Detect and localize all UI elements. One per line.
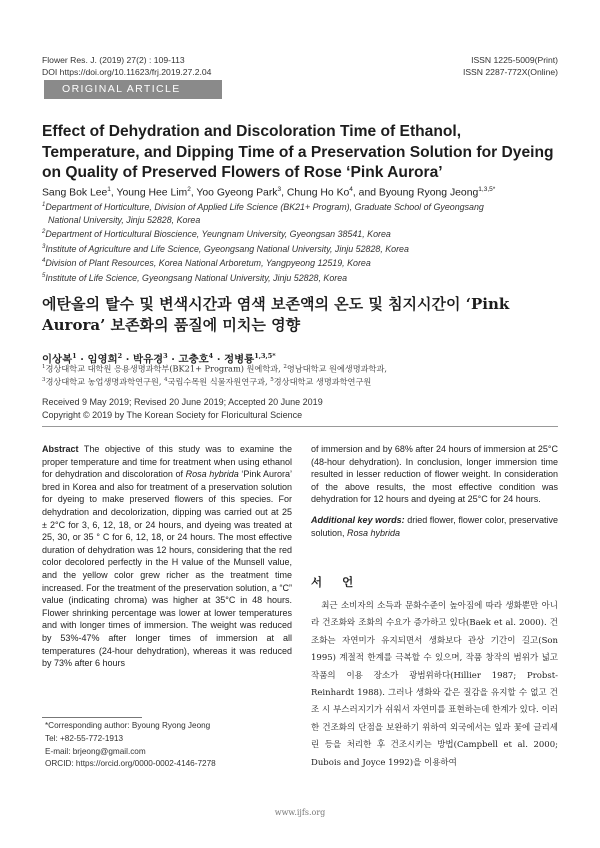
korean-author-separator: · [167,353,179,366]
author-name: Sang Bok Lee [42,187,108,199]
korean-author-mark: 1 [72,352,77,360]
korean-affiliation-mark: 5 [270,377,274,384]
section-body: 최근 소비자의 소득과 문화수준이 높아짐에 따라 생화뿐만 아니라 건조화와 조화의 수요가 증가하고 있다(Baek et al. 2000). 건조화는 자연미가 유지되면서 생화보다 관상 기간이 길고(Son 1995) 계절적 한계를 극복할 수 있으며, 작품 창작의 범위가 넓고 작품의 이용 장소가 광범위하다(Hillier 1987; Probst-Reinhardt 1988). 그러나 생화와 같은 질감을 유지할 수 없고 건조 시 부스러지기가 쉬워서 자연미를 표현하는데 한계가 있다. 이러한 건조화의 단점을 보완하기 위하여 외국에서는 잎과 꽃에 글리세린 등을 처리한 후 건조시키는 방법(Campbell et al. 2000; Dubois and Joyce 1992)을 이용하여 [311,601,558,768]
korean-author-separator: · [122,353,134,366]
corresponding-email[interactable]: E-mail: brjeong@gmail.com [45,746,146,756]
affiliation-mark: 2 [42,229,46,236]
affiliation-text: Division of Plant Resources, Korea National Arboretum, Yangpyeong 12519, Korea [45,258,371,269]
korean-author-mark: 4 [208,352,214,360]
footnote-divider [42,717,142,718]
korean-author-name: 이상복 [42,353,73,366]
abstract-text-1: The objective of this study was to examine the proper temperature and time for treatment when using ethanol for dehydration and discoloration of [42,444,292,480]
korean-author-mark: 3 [163,352,168,360]
author-separator: , [190,187,197,199]
korean-affiliation-text: 영남대학교 원예생명과학과, [286,363,387,374]
keywords-text: dried flower, flower color, preservative solution, [311,514,558,538]
korean-affiliation-mark: 2 [283,364,287,370]
keywords-label: Additional key words: [311,514,405,525]
doi-link[interactable]: DOI https://doi.org/10.11623/frj.2019.27.2.04 [42,67,212,77]
author-affil-mark: 3 [277,186,282,193]
article-type-badge: ORIGINAL ARTICLE [44,80,222,99]
author-separator: , and [352,187,379,199]
korean-affiliation-text: 국립수목원 식물자원연구과, [167,376,271,387]
author-name: Byoung Ryong Jeong [378,187,479,199]
affiliation-line [42,241,562,256]
author-separator: , [281,187,287,199]
affiliation-line [42,226,562,241]
abstract-text-3: of immersion and by 68% after 24 hours of immersion at 25°C (48-hour dehydration). In conclusion, longer immersion time resulted in lesser reduction of flower weight. In consideration of the above results, the most effective condition was dehydration for 12 hours and dyeing at 25°C for 24 hours. [311,444,558,505]
korean-author-name: 정병룡 [224,353,255,366]
affiliation-mark: 3 [42,243,46,250]
korean-author-name: 임영희 [87,353,118,366]
korean-author-name: 고충호 [178,353,209,366]
author-affil-mark: 2 [187,186,191,193]
affiliation-mark: 5 [42,272,46,279]
korean-affiliation-text: 경상대학교 대학원 응용생명과학부(BK21+ Program) 원예학과, [45,363,284,374]
korean-affiliation-mark: 3 [42,377,46,384]
korean-author-mark: 1,3,5* [254,352,276,360]
affiliation-line [42,199,562,214]
journal-line: Flower Res. J. (2019) 27(2) : 109-113 [42,55,185,65]
journal-url[interactable]: www.ijfs.org [274,808,326,817]
korean-affiliation-text: 경상대학교 농업생명과학연구원, [45,376,165,387]
korean-author-mark: 2 [117,352,123,360]
article-title: Effect of Dehydration and Discoloration Time of Ethanol, Temperature, and Dipping Time of a Preservation Solution for Dyeing on Quality of Preserved Flowers of Rose ‘Pink Aurora’ [42,123,554,181]
author-list [42,183,562,200]
affiliation-list [42,199,562,284]
korean-affiliation-mark: 1 [42,364,46,370]
author-name: Young Hee Lim [116,187,188,199]
abstract-species: Rosa hybrida [185,469,239,480]
abstract-left-column [42,443,292,670]
affiliation-text: Department of Horticulture, Division of Applied Life Science (BK21+ Program), Graduate School of Gyeongsang [45,201,484,212]
author-name: Chung Ho Ko [286,187,350,199]
affiliation-mark: 1 [42,202,46,208]
affiliation-text: National University, Jinju 52828, Korea [48,214,201,225]
issn-block [358,54,558,78]
abstract-text-2: ‘Pink Aurora’ bred in Korea and also for treatment of a preservation solution for dyeing to make preserved flowers of this species. For dehydration and decolorization, dipping was carried out at 25 ± 2°C for 3, 6, 12, 18, or 24 hours, and dyeing was treated at 25, 30, or 35 ° C for 6, 12, 18, or 24 hours. The most effective duration of dehydration was 12 hours, considering that the red color decolored perfectly in the H value of the Munsell value, and the yellow color grew richer as the treatment time increased. For the treatment of the preservation solution, a “C” value (indicating chroma) was higher at 35°C in 48 hours. Flower shrinking percentage was lower at lower temperatures and with longer times of immersion. The weight was reduced by 53%-47% after longer times of immersion at all temperatures (24-hour dehydration), whereas it was reduced by 73% after 6 hours [42,469,293,669]
korean-author-separator: · [76,353,88,366]
affiliation-text: Department of Horticultural Bioscience, Yeungnam University, Gyeongsan 38541, Korea [45,229,391,240]
corresponding-tel: Tel: +82-55-772-1913 [45,733,124,743]
copyright-notice: Copyright © 2019 by The Korean Society for Floricultural Science [42,410,303,420]
issn-online: ISSN 2287-772X(Online) [462,67,558,77]
author-name: Yoo Gyeong Park [196,187,278,199]
abstract-right-column [311,443,558,539]
correspondence-block [42,720,292,771]
keywords-species: Rosa hybrida [347,527,401,538]
abstract-label: Abstract [42,444,79,454]
affiliation-line [42,214,562,227]
affiliation-line [42,270,562,285]
history-dates: Received 9 May 2019; Revised 20 June 2019; Accepted 20 June 2019 [42,397,323,407]
affiliation-mark: 4 [42,258,46,265]
author-separator: , [110,187,117,199]
author-affil-mark: 1 [107,186,111,193]
corresponding-author: *Corresponding author: Byoung Ryong Jeong [45,721,211,730]
divider [42,426,558,427]
issn-print: ISSN 1225-5009(Print) [471,55,558,65]
journal-citation [42,54,211,78]
korean-affiliation-mark: 4 [164,377,168,384]
korean-author-separator: · [213,353,225,366]
corresponding-orcid[interactable]: ORCID: https://orcid.org/0000-0002-4146-7278 [45,759,216,769]
korean-affiliation-text: 경상대학교 생명과학연구원 [273,376,372,387]
affiliation-text: Institute of Agriculture and Life Science, Gyeongsang National University, Jinju 52828, Korea [45,243,409,254]
affiliation-line [42,255,562,270]
keywords [311,514,558,539]
author-affil-mark: 1,3,5* [478,186,496,193]
author-affil-mark: 4 [349,186,353,193]
section-heading: 서 언 [311,575,362,589]
article-dates [42,396,562,422]
korean-title: 에탄올의 탈수 및 변색시간과 염색 보존액의 온도 및 침지시간이 ‘Pink Aurora’ 보존화의 품질에 미치는 영향 [42,295,510,334]
korean-affiliation-list [42,362,562,388]
affiliation-text: Institute of Life Science, Gyeongsang National University, Jinju 52828, Korea [45,272,348,283]
korean-author-name: 박유경 [133,353,164,366]
